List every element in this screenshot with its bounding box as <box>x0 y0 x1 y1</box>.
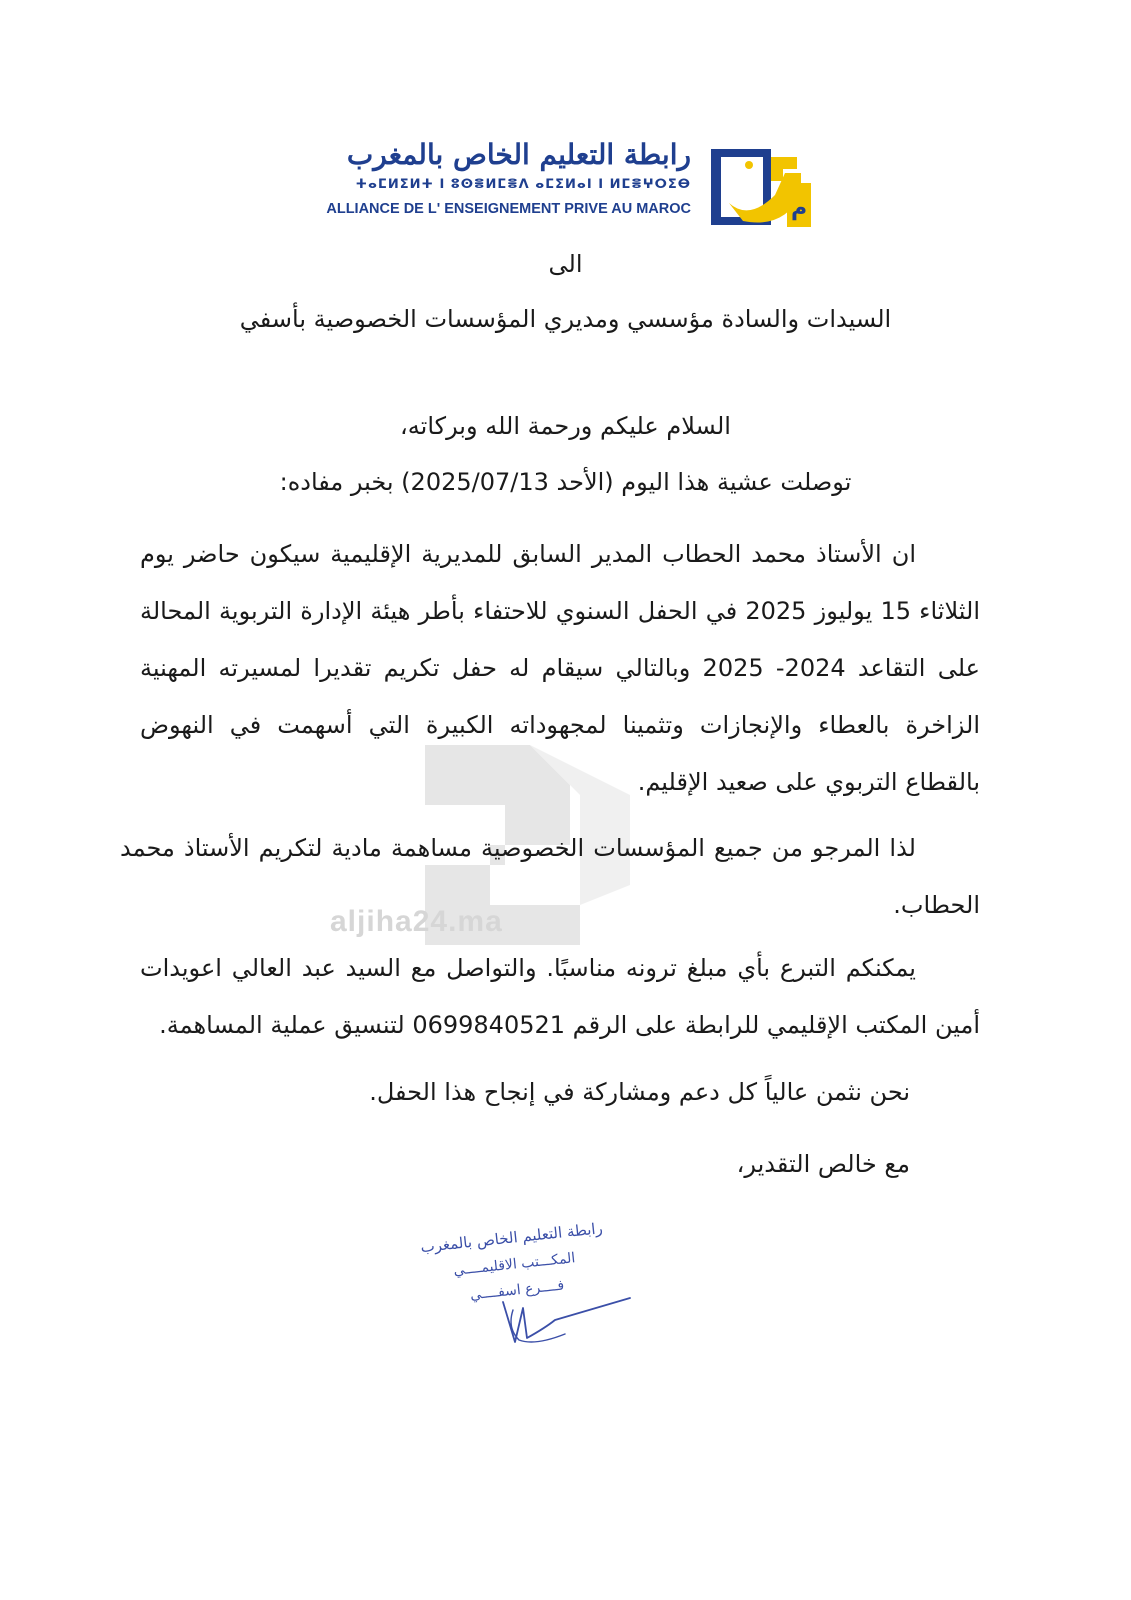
stamp-line-1: رابطة التعليم الخاص بالمغرب <box>419 1219 604 1257</box>
org-name-tifinagh: ⵜⴰⵎⵍⵉⵍⵜ ⵏ ⵓⵙⴻⵍⵎⴻⴷ ⴰⵎⵉⵍⴰⵏ ⵏ ⵍⵎⴻⵖⵔⵉⴱ <box>355 177 691 192</box>
intro-line: توصلت عشية هذا اليوم (الأحد 2025/07/13) بخبر مفاده: <box>279 468 852 496</box>
watermark-text: aljiha24.ma <box>330 905 503 938</box>
svg-text:م: م <box>790 196 808 221</box>
closing-line: مع خالص التقدير، <box>736 1150 910 1178</box>
body-paragraph-thanks: نحن نثمن عالياً كل دعم ومشاركة في إنجاح هذا الحفل. <box>369 1078 910 1106</box>
stamp-line-2: المكـــتب الاقليمــــي <box>452 1250 577 1279</box>
greeting: السلام عليكم ورحمة الله وبركاته، <box>400 412 731 440</box>
org-name-arabic: رابطة التعليم الخاص بالمغرب <box>346 138 691 171</box>
signature-stroke <box>503 1298 630 1342</box>
letterhead <box>318 135 813 235</box>
body-paragraph-request: لذا المرجو من جميع المؤسسات الخصوصية مساهمة مادية لتكريم الأستاذ محمد الحطاب. <box>120 834 980 919</box>
body-paragraph-contact: يمكنكم التبرع بأي مبلغ ترونه مناسبًا. والتواصل مع السيد عبد العالي اعويدات أمين المكتب الإقليمي للرابطة على الرقم 0699840521 لتنسيق عملية المساهمة. <box>140 954 980 1039</box>
stamp-signature <box>395 1210 645 1360</box>
aep-logo-icon <box>709 143 813 229</box>
recipients-line: السيدات والسادة مؤسسي ومديري المؤسسات الخصوصية بأسفي <box>239 305 892 333</box>
body-paragraph-announcement: ان الأستاذ محمد الحطاب المدير السابق للمديرية الإقليمية سيكون حاضر يوم الثلاثاء 15 يوليوز 2025 في الحفل السنوي للاحتفاء بأطر هيئة الإدارة التربوية المحالة على التقاعد 2024- 2025 وبالتالي سيقام له حفل تكريم تقديرا لمسيرته المهنية الزاخرة بالعطاء والإنجازات وتثمينا لمجهوداته الكبيرة التي أسهمت في النهوض بالقطاع التربوي على صعيد الإقليم. <box>140 540 980 796</box>
recipient-prefix: الى <box>548 250 583 278</box>
org-name-french: ALLIANCE DE L' ENSEIGNEMENT PRIVE AU MAROC <box>326 201 691 217</box>
stamp-line-3: فــــرع اسفــــي <box>469 1277 565 1304</box>
